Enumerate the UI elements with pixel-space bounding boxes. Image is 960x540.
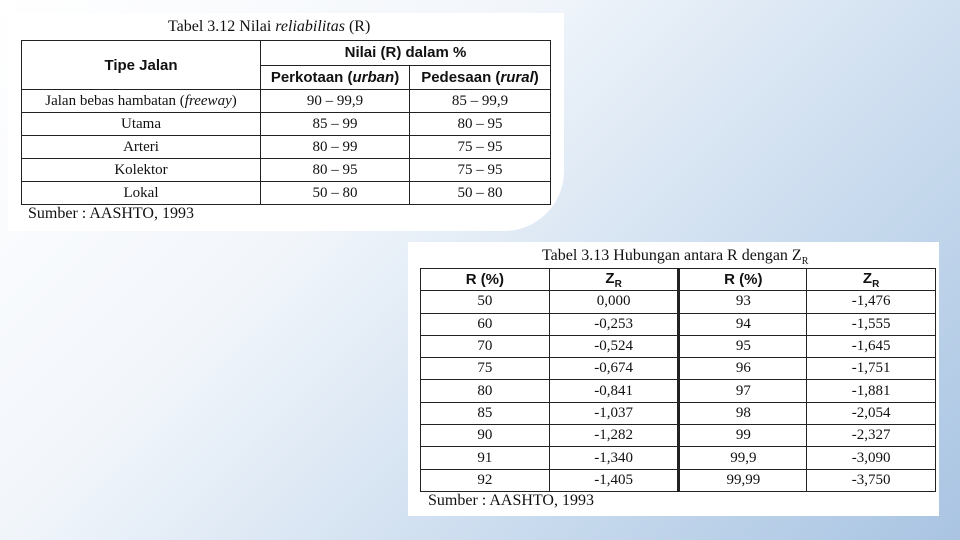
table-row	[22, 90, 551, 113]
header-r-value: Nilai (R) dalam %	[261, 41, 551, 66]
caption-italic: reliabilitas	[275, 18, 345, 35]
header-rural-suffix: )	[533, 68, 539, 86]
r-value-cell: 99	[679, 425, 807, 447]
header-urban-italic: urban	[352, 68, 395, 86]
r-value-cell: 92	[421, 469, 550, 491]
table-row	[421, 402, 936, 424]
table-row	[421, 313, 936, 335]
road-type-text: Kolektor	[114, 161, 168, 178]
zr-value-cell: -0,524	[549, 335, 679, 357]
road-type-text: Lokal	[123, 184, 159, 201]
r-value-cell: 85	[421, 402, 550, 424]
table-3-12-card	[8, 13, 564, 231]
r-value-cell: 99,99	[679, 469, 807, 491]
zr-value-cell: -2,327	[807, 425, 936, 447]
rural-value-cell: 50 – 80	[410, 182, 551, 205]
r-value-cell: 75	[421, 358, 550, 380]
zr-value-cell: -2,054	[807, 402, 936, 424]
zr-value-cell: -1,555	[807, 313, 936, 335]
reliability-table-body	[22, 90, 551, 205]
r-value-cell: 80	[421, 380, 550, 402]
header-urban-suffix: )	[394, 68, 400, 86]
road-type-cell	[22, 90, 261, 113]
r-value-cell: 50	[421, 291, 550, 313]
header-rural-italic: rural	[500, 68, 534, 86]
r-zr-table-body	[421, 291, 936, 492]
road-type-text: Utama	[121, 115, 161, 132]
header-road-type: Tipe Jalan	[22, 41, 261, 90]
caption-text: Tabel 3.12 Nilai	[168, 18, 276, 35]
table-3-13-caption	[542, 247, 808, 267]
header-r-2: R (%)	[679, 269, 807, 291]
road-type-cell	[22, 159, 261, 182]
urban-value-cell: 80 – 95	[261, 159, 410, 182]
header-zr-text: Z	[605, 269, 615, 287]
road-type-cell	[22, 182, 261, 205]
zr-value-cell: -1,405	[549, 469, 679, 491]
header-rural-text: Pedesaan (	[421, 68, 501, 86]
header-zr-1	[549, 269, 679, 291]
table-row	[421, 469, 936, 491]
table-row	[22, 182, 551, 205]
urban-value-cell: 80 – 99	[261, 136, 410, 159]
r-value-cell: 90	[421, 425, 550, 447]
zr-value-cell: -0,253	[549, 313, 679, 335]
table-3-12-caption	[168, 18, 370, 36]
road-type-suffix: )	[231, 92, 237, 109]
rural-value-cell: 85 – 99,9	[410, 90, 551, 113]
rural-value-cell: 80 – 95	[410, 113, 551, 136]
caption-text: Tabel 3.13 Hubungan antara R dengan Z	[542, 247, 802, 264]
zr-value-cell: -1,881	[807, 380, 936, 402]
table-row	[421, 380, 936, 402]
table-3-13-card	[408, 242, 939, 516]
urban-value-cell: 90 – 99,9	[261, 90, 410, 113]
urban-value-cell: 50 – 80	[261, 182, 410, 205]
r-value-cell: 95	[679, 335, 807, 357]
road-type-text: Jalan bebas hambatan (	[45, 92, 185, 109]
r-value-cell: 70	[421, 335, 550, 357]
header-zr-sub: R	[614, 278, 622, 290]
zr-value-cell: -1,645	[807, 335, 936, 357]
table-row	[421, 447, 936, 469]
r-value-cell: 60	[421, 313, 550, 335]
zr-value-cell: -1,476	[807, 291, 936, 313]
r-value-cell: 96	[679, 358, 807, 380]
zr-value-cell: -3,750	[807, 469, 936, 491]
header-zr-text: Z	[862, 269, 873, 287]
table-row	[421, 425, 936, 447]
road-type-text: Arteri	[123, 138, 159, 155]
r-value-cell: 97	[679, 380, 807, 402]
reliability-table	[21, 40, 551, 205]
header-r-1: R (%)	[421, 269, 550, 291]
zr-value-cell: 0,000	[549, 291, 679, 313]
table-3-12-source: Sumber : AASHTO, 1993	[28, 205, 194, 222]
r-value-cell: 98	[679, 402, 807, 424]
road-type-cell	[22, 113, 261, 136]
rural-value-cell: 75 – 95	[410, 136, 551, 159]
zr-value-cell: -0,674	[549, 358, 679, 380]
r-value-cell: 94	[679, 313, 807, 335]
zr-value-cell: -1,282	[549, 425, 679, 447]
r-value-cell: 99,9	[679, 447, 807, 469]
header-zr-sub: R	[872, 278, 880, 290]
table-row	[22, 136, 551, 159]
header-urban	[261, 65, 410, 90]
caption-sub: R	[801, 256, 809, 268]
zr-value-cell: -0,841	[549, 380, 679, 402]
road-type-cell	[22, 136, 261, 159]
table-row	[421, 358, 936, 380]
table-row	[22, 113, 551, 136]
table-row	[421, 335, 936, 357]
zr-value-cell: -1,751	[807, 358, 936, 380]
r-value-cell: 93	[679, 291, 807, 313]
rural-value-cell: 75 – 95	[410, 159, 551, 182]
header-zr-2	[807, 269, 936, 291]
zr-value-cell: -1,037	[549, 402, 679, 424]
road-type-italic: freeway	[184, 92, 232, 109]
header-rural	[410, 65, 551, 90]
caption-suffix: (R)	[344, 18, 371, 35]
table-row	[421, 291, 936, 313]
zr-value-cell: -3,090	[807, 447, 936, 469]
zr-value-cell: -1,340	[549, 447, 679, 469]
table-row	[22, 159, 551, 182]
urban-value-cell: 85 – 99	[261, 113, 410, 136]
r-zr-table	[420, 268, 936, 492]
table-3-13-source: Sumber : AASHTO, 1993	[428, 492, 594, 509]
r-value-cell: 91	[421, 447, 550, 469]
header-urban-text: Perkotaan (	[270, 68, 353, 86]
